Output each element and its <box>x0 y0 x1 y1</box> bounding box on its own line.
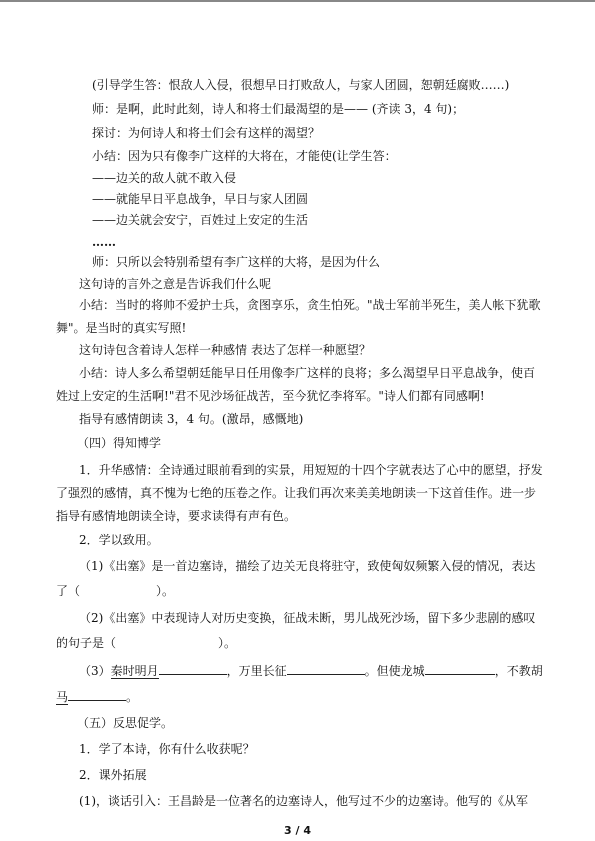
text-line: 舞"。是当时的真实写照! <box>56 321 187 335</box>
text-line: 姓过上安定的生活啊!"君不见沙场征战苦，至今犹忆李将军。"诗人们都有同感啊! <box>56 389 485 403</box>
text-line: 小结：因为只有像李广这样的大将在，才能使(让学生答： <box>92 149 397 163</box>
poem-phrase: 马 <box>56 690 69 704</box>
text-line: 小结：当时的将帅不爱护士兵，贪图享乐，贪生怕死。"战士军前半死生，美人帐下犹歌 <box>79 298 541 312</box>
poem-phrase: 秦时明月 <box>110 664 159 678</box>
text-line: ——就能早日平息战争，早日与家人团圆 <box>92 192 309 206</box>
text-segment: ，万里长征 <box>226 664 287 678</box>
text-line: ——边关就会安宁，百姓过上安定的生活 <box>92 213 309 227</box>
text-line: (1)，谈话引入：王昌龄是一位著名的边塞诗人，他写过不少的边塞诗。他写的《从军 <box>79 794 529 808</box>
page-number: 3 / 4 <box>284 824 311 837</box>
text-segment: ，不教胡 <box>494 664 543 678</box>
text-line: 指导有感情朗读 3，4 句。(激昂，感慨地) <box>79 412 304 426</box>
text-line: 这句诗的言外之意是告诉我们什么呢 <box>79 277 272 291</box>
text-segment: 了（ <box>56 584 81 598</box>
answer-blank[interactable] <box>425 663 495 675</box>
answer-blank[interactable] <box>159 663 227 675</box>
text-line: ——边关的敌人就不敢入侵 <box>92 171 237 185</box>
answer-blank[interactable] <box>287 663 365 675</box>
text-segment: ）。 <box>156 584 175 598</box>
fill-in-line <box>56 689 138 704</box>
answer-blank[interactable] <box>68 689 126 701</box>
text-segment: 。但使龙城 <box>364 664 425 678</box>
text-segment: ）。 <box>218 636 237 650</box>
text-line: 师：是啊，此时此刻，诗人和将士们最渴望的是—— (齐读 3，4 句)； <box>92 102 465 116</box>
text-line: 2．学以致用。 <box>79 533 159 547</box>
text-line: (引导学生答：恨敌人入侵，很想早日打败敌人，与家人团圆，恕朝廷腐败……) <box>92 78 510 92</box>
text-line: 1．学了本诗，你有什么收获呢？ <box>79 742 255 756</box>
section-heading: （四）得知博学 <box>77 436 162 450</box>
text-line: （1)《出塞》是一首边塞诗，描绘了边关无良将驻守，致使匈奴频繁入侵的情况，表达 <box>79 559 536 573</box>
text-line: 指导有感情地朗读全诗，要求读得有声有色。 <box>56 509 297 523</box>
text-line: 了强烈的感情，真不愧为七绝的压卷之作。让我们再次来美美地朗读一下这首佳作。进一步 <box>56 486 537 500</box>
text-line: 探讨：为何诗人和将士们会有这样的渴望？ <box>92 126 321 140</box>
text-segment: 的句子是（ <box>56 636 117 650</box>
text-line: 1．升华感情：全诗通过眼前看到的实景，用短短的十四个字就表达了心中的愿望，抒发 <box>79 463 543 477</box>
text-line: 师：只所以会特别希望有李广这样的大将，是因为什么 <box>92 255 381 269</box>
section-heading: （五）反思促学。 <box>77 716 174 730</box>
text-line: （2)《出塞》中表现诗人对历史变换，征战未断，男儿战死沙场，留下多少悲剧的感叹 <box>79 611 536 625</box>
text-segment: 。 <box>126 690 139 704</box>
fill-in-line <box>56 636 236 650</box>
fill-in-line <box>79 663 543 678</box>
text-line: 小结：诗人多么希望朝廷能早日任用像李广这样的良将；多么渴望早日平息战争，使百 <box>79 366 536 380</box>
text-line: 2．课外拓展 <box>79 768 147 782</box>
text-line: 这句诗包含着诗人怎样一种感情 表达了怎样一种愿望？ <box>79 343 371 357</box>
fill-in-line <box>56 584 174 598</box>
text-segment: （3） <box>79 664 111 678</box>
ellipsis-line: …… <box>92 235 116 249</box>
